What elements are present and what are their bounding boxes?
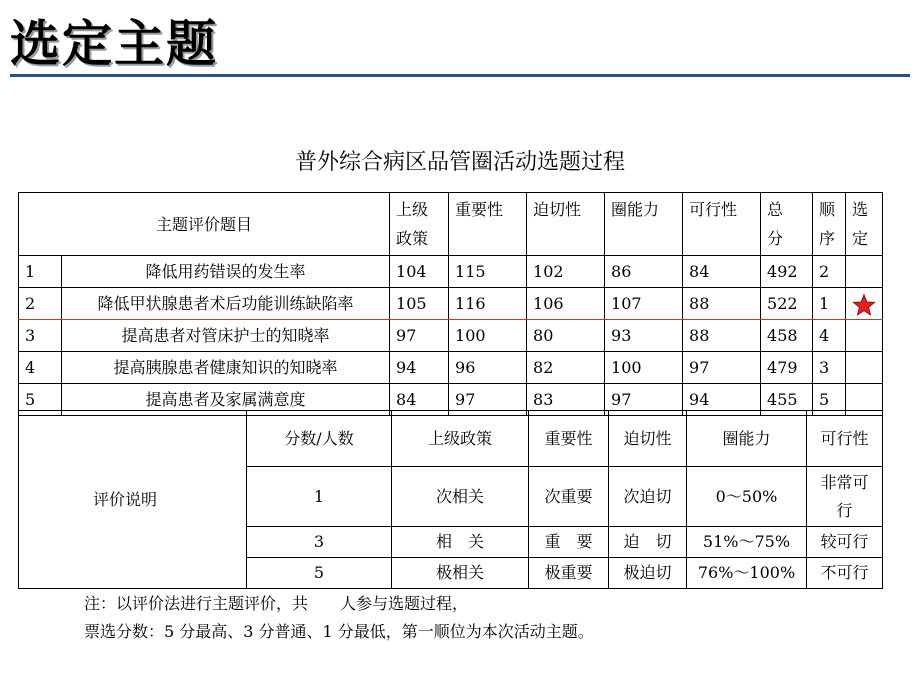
row-number: 2	[19, 288, 62, 320]
legend-importance: 次重要	[529, 467, 609, 527]
table-row	[19, 352, 883, 384]
row-capability: 97	[605, 384, 683, 416]
legend-header-policy: 上级政策	[392, 411, 529, 467]
row-rank: 5	[813, 384, 846, 416]
row-urgency: 82	[527, 352, 605, 384]
notes	[84, 590, 594, 646]
row-selected	[846, 256, 883, 288]
row-importance: 96	[449, 352, 527, 384]
header-feasibility: 可行性	[683, 193, 761, 256]
row-total: 458	[761, 320, 813, 352]
legend-urgency: 迫 切	[609, 527, 687, 558]
legend-capability: 0～50%	[687, 467, 807, 527]
row-capability: 86	[605, 256, 683, 288]
legend-policy: 相 关	[392, 527, 529, 558]
row-feasibility: 88	[683, 320, 761, 352]
row-number: 1	[19, 256, 62, 288]
row-selected	[846, 288, 883, 320]
legend-score: 5	[247, 558, 392, 589]
legend-capability: 76%～100%	[687, 558, 807, 589]
star-icon	[852, 293, 876, 317]
legend-feasibility: 不可行	[807, 558, 883, 589]
table-title: 普外综合病区品管圈活动选题过程	[294, 150, 625, 175]
header-rank: 顺 序	[813, 193, 846, 256]
table-header-row	[19, 193, 883, 256]
row-policy: 94	[390, 352, 449, 384]
row-feasibility: 97	[683, 352, 761, 384]
legend-label: 评价说明	[19, 411, 247, 589]
row-importance: 116	[449, 288, 527, 320]
row-feasibility: 84	[683, 256, 761, 288]
row-rank: 2	[813, 256, 846, 288]
row-importance: 100	[449, 320, 527, 352]
legend-importance: 极重要	[529, 558, 609, 589]
note-line-2: 票选分数：5 分最高、3 分普通、1 分最低，第一顺位为本次活动主题。	[84, 622, 594, 641]
title-divider	[10, 74, 910, 77]
row-urgency: 83	[527, 384, 605, 416]
legend-urgency: 次迫切	[609, 467, 687, 527]
row-capability: 107	[605, 288, 683, 320]
row-total: 492	[761, 256, 813, 288]
row-topic: 提高患者对管床护士的知晓率	[62, 320, 390, 352]
row-number: 4	[19, 352, 62, 384]
row-topic: 提高患者及家属满意度	[62, 384, 390, 416]
legend-score: 3	[247, 527, 392, 558]
row-topic: 降低用药错误的发生率	[62, 256, 390, 288]
row-rank: 1	[813, 288, 846, 320]
row-topic: 提高胰腺患者健康知识的知晓率	[62, 352, 390, 384]
row-rank: 3	[813, 352, 846, 384]
header-topic: 主题评价题目	[19, 193, 390, 256]
legend-header-urgency: 迫切性	[609, 411, 687, 467]
row-total: 522	[761, 288, 813, 320]
header-urgency: 迫切性	[527, 193, 605, 256]
legend-policy: 次相关	[392, 467, 529, 527]
row-rank: 4	[813, 320, 846, 352]
row-policy: 84	[390, 384, 449, 416]
row-selected	[846, 352, 883, 384]
evaluation-legend-table	[18, 410, 883, 589]
table-row-selected	[19, 288, 883, 320]
legend-feasibility: 较可行	[807, 527, 883, 558]
legend-feasibility: 非常可 行	[807, 467, 883, 527]
row-feasibility: 88	[683, 288, 761, 320]
header-total: 总 分	[761, 193, 813, 256]
slide-title: 选定主题	[10, 15, 218, 73]
row-topic: 降低甲状腺患者术后功能训练缺陷率	[62, 288, 390, 320]
row-total: 455	[761, 384, 813, 416]
row-urgency: 106	[527, 288, 605, 320]
legend-policy: 极相关	[392, 558, 529, 589]
header-selected: 选 定	[846, 193, 883, 256]
row-policy: 97	[390, 320, 449, 352]
row-capability: 93	[605, 320, 683, 352]
note-line-1: 注：以评价法进行主题评价，共 人参与选题过程，	[84, 594, 469, 613]
legend-header-feasibility: 可行性	[807, 411, 883, 467]
topic-selection-table	[18, 192, 883, 416]
row-number: 5	[19, 384, 62, 416]
row-feasibility: 94	[683, 384, 761, 416]
row-number: 3	[19, 320, 62, 352]
table-row	[19, 256, 883, 288]
legend-header-importance: 重要性	[529, 411, 609, 467]
legend-importance: 重 要	[529, 527, 609, 558]
row-urgency: 102	[527, 256, 605, 288]
header-importance: 重要性	[449, 193, 527, 256]
legend-score: 1	[247, 467, 392, 527]
row-total: 479	[761, 352, 813, 384]
legend-header-row	[19, 411, 883, 467]
row-importance: 97	[449, 384, 527, 416]
header-policy: 上级 政策	[390, 193, 449, 256]
legend-header-score: 分数/人数	[247, 411, 392, 467]
row-policy: 105	[390, 288, 449, 320]
legend-header-capability: 圈能力	[687, 411, 807, 467]
row-importance: 115	[449, 256, 527, 288]
legend-capability: 51%～75%	[687, 527, 807, 558]
row-urgency: 80	[527, 320, 605, 352]
row-policy: 104	[390, 256, 449, 288]
row-selected	[846, 320, 883, 352]
legend-urgency: 极迫切	[609, 558, 687, 589]
header-capability: 圈能力	[605, 193, 683, 256]
table-row	[19, 320, 883, 352]
row-capability: 100	[605, 352, 683, 384]
